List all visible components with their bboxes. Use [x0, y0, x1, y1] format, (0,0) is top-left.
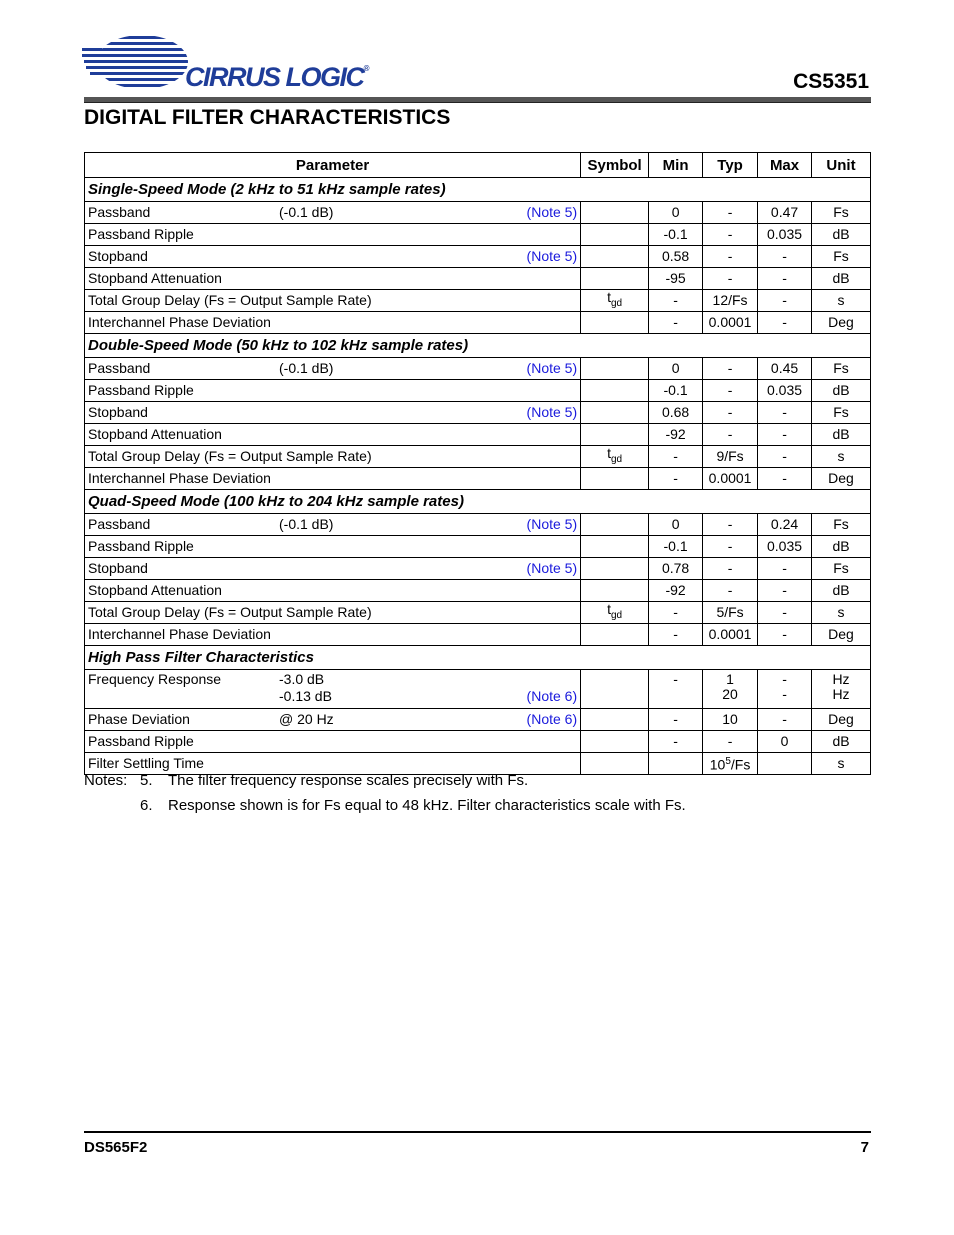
max-cell: -	[758, 268, 812, 290]
typ-cell: 0.0001	[703, 312, 758, 334]
unit-cell: s	[812, 602, 871, 624]
table-row	[85, 624, 871, 646]
min-cell: -92	[649, 424, 703, 446]
max-cell: 0.45	[758, 358, 812, 380]
section-heading-row	[85, 490, 871, 514]
param-cell	[85, 290, 581, 312]
unit-cell: Deg	[812, 312, 871, 334]
max-cell: -	[758, 580, 812, 602]
symbol-cell	[581, 468, 649, 490]
note-reference: (Note 5)	[526, 204, 578, 220]
max-cell	[758, 670, 812, 709]
section-heading-row	[85, 178, 871, 202]
table-row	[85, 709, 871, 731]
unit-value: Hz	[832, 686, 850, 702]
min-cell: -	[649, 624, 703, 646]
param-cell	[85, 580, 581, 602]
table-row	[85, 290, 871, 312]
table-row	[85, 558, 871, 580]
note-reference: (Note 6)	[526, 711, 578, 727]
symbol-cell	[581, 602, 649, 624]
section-heading: High Pass Filter Characteristics	[85, 646, 871, 670]
unit-cell: s	[812, 753, 871, 775]
param-cell	[85, 424, 581, 446]
min-cell	[649, 753, 703, 775]
symbol-cell	[581, 514, 649, 536]
typ-cell: -	[703, 380, 758, 402]
table-row	[85, 268, 871, 290]
typ-cell: 0.0001	[703, 468, 758, 490]
unit-cell: Fs	[812, 358, 871, 380]
min-cell: -	[649, 602, 703, 624]
max-cell: -	[758, 290, 812, 312]
param-condition: -0.13 dB	[279, 688, 332, 704]
param-name: Passband Ripple	[88, 733, 194, 749]
param-name: Total Group Delay (Fs = Output Sample Rate)	[88, 448, 372, 464]
table-row	[85, 580, 871, 602]
min-cell: 0	[649, 358, 703, 380]
symbol-cell	[581, 424, 649, 446]
min-cell: -	[649, 446, 703, 468]
part-number: CS5351	[793, 70, 869, 93]
section-heading-row	[85, 646, 871, 670]
param-name: Passband Ripple	[88, 382, 194, 398]
max-cell: 0	[758, 731, 812, 753]
symbol-cell	[581, 358, 649, 380]
note-reference: (Note 5)	[526, 560, 578, 576]
unit-cell: dB	[812, 380, 871, 402]
param-cell	[85, 358, 581, 380]
max-cell: -	[758, 424, 812, 446]
param-name: Frequency Response	[88, 671, 222, 687]
table-row	[85, 224, 871, 246]
note-reference: (Note 5)	[526, 248, 578, 264]
max-cell: -	[758, 709, 812, 731]
param-name: Interchannel Phase Deviation	[88, 470, 271, 486]
typ-cell: -	[703, 514, 758, 536]
table-row	[85, 202, 871, 224]
param-cell	[85, 312, 581, 334]
max-cell: -	[758, 446, 812, 468]
max-value: -	[782, 671, 787, 687]
symbol-cell	[581, 290, 649, 312]
unit-cell	[812, 670, 871, 709]
param-condition: @ 20 Hz	[279, 711, 334, 727]
min-cell: 0.68	[649, 402, 703, 424]
table-row	[85, 446, 871, 468]
unit-cell: dB	[812, 731, 871, 753]
param-name: Passband Ripple	[88, 538, 194, 554]
param-name: Total Group Delay (Fs = Output Sample Rate)	[88, 604, 372, 620]
note-text: Response shown is for Fs equal to 48 kHz. Filter characteristics scale with Fs.	[168, 797, 686, 814]
param-cell	[85, 514, 581, 536]
cirrus-logic-logo	[82, 34, 370, 94]
param-condition: (-0.1 dB)	[279, 204, 334, 220]
max-cell: 0.035	[758, 380, 812, 402]
unit-cell: dB	[812, 268, 871, 290]
section-heading: Double-Speed Mode (50 kHz to 102 kHz sample rates)	[85, 334, 871, 358]
param-cell	[85, 380, 581, 402]
param-name: Interchannel Phase Deviation	[88, 626, 271, 642]
param-cell	[85, 670, 581, 709]
table-row	[85, 246, 871, 268]
max-cell: 0.035	[758, 536, 812, 558]
note-number: 6.	[140, 797, 153, 814]
unit-cell: s	[812, 446, 871, 468]
unit-cell: dB	[812, 424, 871, 446]
min-cell: -95	[649, 268, 703, 290]
max-cell: -	[758, 246, 812, 268]
min-cell: 0	[649, 514, 703, 536]
note-reference: (Note 5)	[526, 360, 578, 376]
table-row	[85, 468, 871, 490]
table-row	[85, 312, 871, 334]
param-name: Phase Deviation	[88, 711, 190, 727]
logo-text: CIRRUS LOGIC	[185, 62, 364, 92]
typ-cell: 5/Fs	[703, 602, 758, 624]
typ-cell: -	[703, 202, 758, 224]
notes-label: Notes:	[84, 772, 128, 789]
min-cell: -	[649, 290, 703, 312]
param-name: Stopband Attenuation	[88, 270, 222, 286]
section-heading: Quad-Speed Mode (100 kHz to 204 kHz sample rates)	[85, 490, 871, 514]
min-cell: -92	[649, 580, 703, 602]
unit-cell: Fs	[812, 202, 871, 224]
unit-cell: s	[812, 290, 871, 312]
page-number: 7	[860, 1139, 869, 1156]
param-cell	[85, 624, 581, 646]
param-cell	[85, 602, 581, 624]
section-heading: Single-Speed Mode (2 kHz to 51 kHz sample rates)	[85, 178, 871, 202]
symbol-cell	[581, 558, 649, 580]
header-typ: Typ	[703, 153, 758, 178]
min-cell: -0.1	[649, 224, 703, 246]
param-name: Passband	[88, 204, 151, 220]
max-cell: -	[758, 602, 812, 624]
symbol-cell	[581, 580, 649, 602]
min-cell: -	[649, 670, 703, 709]
max-cell: -	[758, 624, 812, 646]
typ-cell: -	[703, 558, 758, 580]
param-name: Interchannel Phase Deviation	[88, 314, 271, 330]
unit-cell: dB	[812, 536, 871, 558]
typ-cell: -	[703, 268, 758, 290]
header-rule	[84, 97, 871, 103]
typ-cell: -	[703, 402, 758, 424]
param-name: Filter Settling Time	[88, 755, 204, 771]
typ-cell: -	[703, 358, 758, 380]
typ-cell: -	[703, 536, 758, 558]
param-condition: -3.0 dB	[279, 671, 325, 687]
table-row	[85, 380, 871, 402]
param-cell	[85, 402, 581, 424]
param-name: Stopband	[88, 404, 148, 420]
table-row	[85, 602, 871, 624]
param-cell	[85, 709, 581, 731]
param-name: Stopband	[88, 560, 148, 576]
unit-cell: Fs	[812, 402, 871, 424]
table-row	[85, 670, 871, 709]
note-text: The filter frequency response scales precisely with Fs.	[168, 772, 529, 789]
header-parameter: Parameter	[85, 153, 581, 178]
param-name: Passband	[88, 516, 151, 532]
typ-cell: -	[703, 580, 758, 602]
param-condition: (-0.1 dB)	[279, 360, 334, 376]
typ-value: 20	[722, 686, 738, 702]
symbol-cell	[581, 753, 649, 775]
section-heading-row	[85, 334, 871, 358]
min-cell: -	[649, 312, 703, 334]
param-name: Total Group Delay (Fs = Output Sample Rate)	[88, 292, 372, 308]
param-cell	[85, 202, 581, 224]
min-cell: 0.58	[649, 246, 703, 268]
unit-value: Hz	[832, 671, 850, 687]
typ-value: 1	[726, 671, 734, 687]
unit-cell: Deg	[812, 468, 871, 490]
table-body	[85, 178, 871, 775]
typ-cell	[703, 753, 758, 775]
min-cell: 0.78	[649, 558, 703, 580]
param-cell	[85, 468, 581, 490]
table-row	[85, 358, 871, 380]
table-row	[85, 536, 871, 558]
symbol-cell	[581, 268, 649, 290]
table-header-row	[85, 153, 871, 178]
footer-rule	[84, 1131, 871, 1133]
max-cell: 0.24	[758, 514, 812, 536]
max-cell: -	[758, 312, 812, 334]
unit-cell: Fs	[812, 558, 871, 580]
note-reference: (Note 5)	[526, 516, 578, 532]
typ-cell: 9/Fs	[703, 446, 758, 468]
param-name: Passband Ripple	[88, 226, 194, 242]
note-reference: (Note 5)	[526, 404, 578, 420]
param-cell	[85, 731, 581, 753]
filter-characteristics-table	[84, 152, 871, 775]
header-symbol: Symbol	[581, 153, 649, 178]
note-reference: (Note 6)	[526, 688, 578, 704]
min-cell: -	[649, 709, 703, 731]
typ-value: 10	[709, 756, 726, 773]
symbol-cell	[581, 380, 649, 402]
symbol-cell	[581, 670, 649, 709]
param-name: Stopband Attenuation	[88, 582, 222, 598]
typ-unit: /Fs	[730, 756, 751, 773]
param-cell	[85, 536, 581, 558]
unit-cell: dB	[812, 224, 871, 246]
table-row	[85, 424, 871, 446]
typ-cell: 0.0001	[703, 624, 758, 646]
typ-cell: -	[703, 731, 758, 753]
header-max: Max	[758, 153, 812, 178]
symbol-cell	[581, 246, 649, 268]
symbol: t	[607, 601, 611, 618]
table-row	[85, 402, 871, 424]
max-cell: -	[758, 402, 812, 424]
symbol-subscript: gd	[611, 609, 623, 621]
max-cell: 0.035	[758, 224, 812, 246]
symbol: t	[607, 289, 611, 306]
header-unit: Unit	[812, 153, 871, 178]
min-cell: -	[649, 731, 703, 753]
logo-registered-mark: ®	[363, 64, 370, 73]
min-cell: -	[649, 468, 703, 490]
symbol-cell	[581, 624, 649, 646]
symbol-cell	[581, 312, 649, 334]
param-name: Stopband Attenuation	[88, 426, 222, 442]
param-condition: (-0.1 dB)	[279, 516, 334, 532]
max-cell	[758, 753, 812, 775]
param-cell	[85, 268, 581, 290]
symbol-cell	[581, 709, 649, 731]
param-name: Stopband	[88, 248, 148, 264]
symbol: t	[607, 445, 611, 462]
min-cell: -0.1	[649, 380, 703, 402]
symbol-cell	[581, 446, 649, 468]
param-cell	[85, 558, 581, 580]
symbol-subscript: gd	[611, 297, 623, 309]
min-cell: -0.1	[649, 536, 703, 558]
unit-cell: Deg	[812, 709, 871, 731]
unit-cell: dB	[812, 580, 871, 602]
symbol-cell	[581, 224, 649, 246]
table-row	[85, 731, 871, 753]
max-cell: 0.47	[758, 202, 812, 224]
symbol-subscript: gd	[611, 453, 623, 465]
typ-cell: -	[703, 424, 758, 446]
unit-cell: Deg	[812, 624, 871, 646]
symbol-cell	[581, 402, 649, 424]
symbol-cell	[581, 202, 649, 224]
param-cell	[85, 246, 581, 268]
typ-cell	[703, 670, 758, 709]
document-id: DS565F2	[84, 1139, 148, 1156]
min-cell: 0	[649, 202, 703, 224]
symbol-cell	[581, 731, 649, 753]
max-value: -	[782, 686, 787, 702]
header-min: Min	[649, 153, 703, 178]
table-row	[85, 514, 871, 536]
typ-cell: 10	[703, 709, 758, 731]
param-cell	[85, 446, 581, 468]
typ-exponent: 5	[725, 756, 731, 768]
max-cell: -	[758, 558, 812, 580]
unit-cell: Fs	[812, 514, 871, 536]
typ-cell: 12/Fs	[703, 290, 758, 312]
note-number: 5.	[140, 772, 153, 789]
typ-cell: -	[703, 224, 758, 246]
symbol-cell	[581, 536, 649, 558]
param-name: Passband	[88, 360, 151, 376]
max-cell: -	[758, 468, 812, 490]
typ-cell: -	[703, 246, 758, 268]
unit-cell: Fs	[812, 246, 871, 268]
param-cell	[85, 224, 581, 246]
page-title: DIGITAL FILTER CHARACTERISTICS	[84, 106, 451, 129]
logo-globe-icon	[82, 34, 192, 94]
